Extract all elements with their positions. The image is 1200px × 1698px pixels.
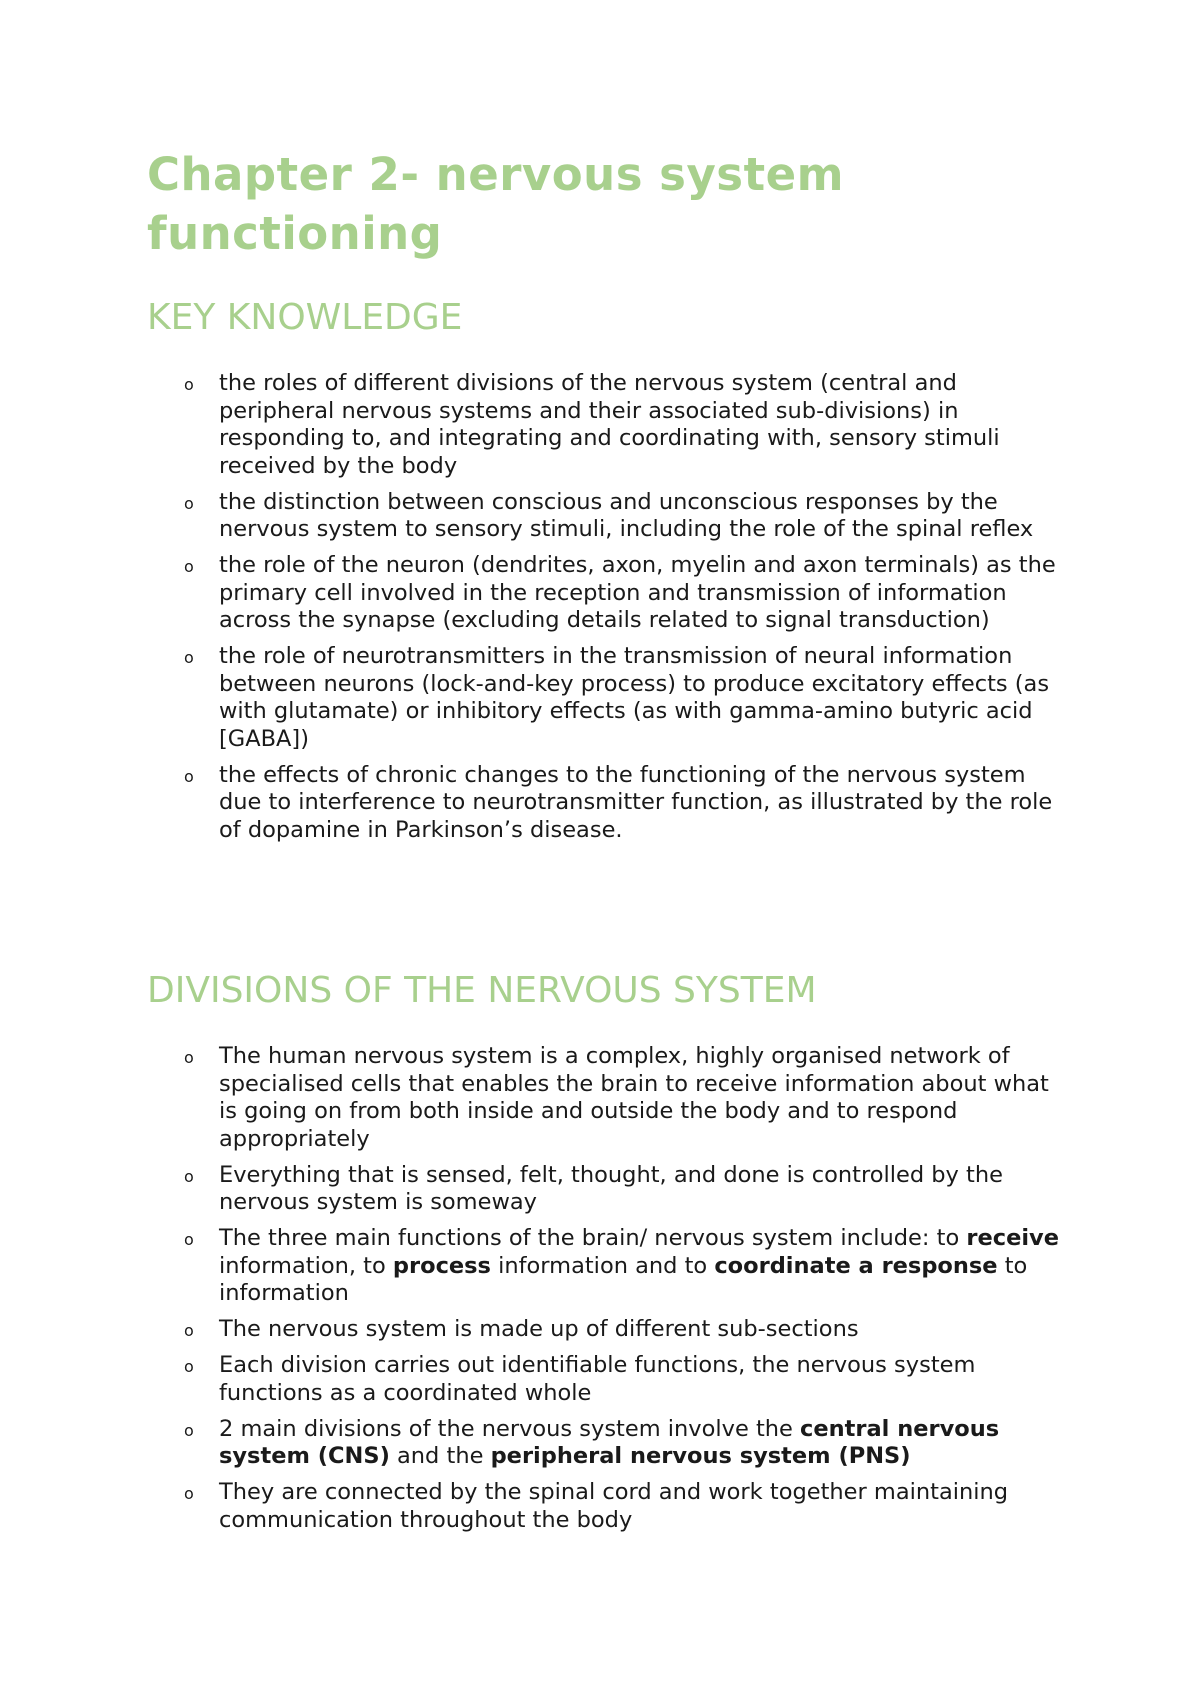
bullet-icon: o <box>184 557 194 576</box>
list-item <box>0 489 1100 544</box>
text-run: information, to <box>219 1252 393 1279</box>
key-knowledge-list <box>0 370 1100 853</box>
list-item <box>0 1162 1100 1217</box>
list-item <box>0 1479 1100 1534</box>
list-item <box>0 1316 1100 1344</box>
list-item <box>0 1043 1100 1153</box>
list-item <box>0 1225 1100 1308</box>
bullet-icon: o <box>184 1484 194 1503</box>
bullet-icon: o <box>184 493 194 513</box>
page-title: Chapter 2- nervous system functioning <box>147 148 844 260</box>
text-run: and the <box>389 1443 491 1469</box>
list-item <box>0 370 1100 480</box>
list-item <box>0 1352 1100 1407</box>
bullet-icon: o <box>184 1166 194 1186</box>
list-item-text: the role of neurotransmitters in the transmission of neural information between neurons (lock-and-key process) to produce excitatory effects (as with glutamate) or inhibitory effects (as with gamma-amino butyric acid [GABA]) <box>219 643 1050 752</box>
bullet-icon: o <box>184 1420 194 1440</box>
bullet-icon: o <box>184 766 194 786</box>
list-item-text <box>219 1352 975 1406</box>
key-knowledge-heading: KEY KNOWLEDGE <box>147 297 463 338</box>
bullet-icon: o <box>184 1230 194 1249</box>
list-item-text <box>219 1479 1008 1533</box>
divisions-heading: DIVISIONS OF THE NERVOUS SYSTEM <box>147 970 817 1011</box>
bullet-icon: o <box>184 1048 194 1067</box>
bullet-icon: o <box>184 1321 194 1340</box>
text-run: They are connected by the spinal cord and work together maintaining communication throughout the body <box>219 1479 1009 1533</box>
text-run: to information <box>219 1252 1028 1306</box>
list-item <box>0 552 1100 635</box>
bold-term: process <box>392 1252 491 1279</box>
list-item-text: the roles of different divisions of the nervous system (central and peripheral nervous systems and their associated sub-divisions) in responding to, and integrating and coordinating with, sensory stimuli received by the body <box>219 370 1000 479</box>
text-run: The three main functions of the brain/ nervous system include: to <box>219 1225 967 1251</box>
list-item <box>0 762 1100 845</box>
divisions-list <box>0 1043 1100 1543</box>
list-item-text <box>219 1416 999 1470</box>
list-item-text <box>219 1316 859 1342</box>
bold-term: central nervous system (CNS) <box>219 1415 1000 1469</box>
list-item-text: the distinction between conscious and unconscious responses by the nervous system to sensory stimuli, including the role of the spinal reflex <box>219 488 1034 542</box>
bullet-icon: o <box>184 375 194 394</box>
text-run: information and to <box>490 1252 715 1279</box>
text-run: The human nervous system is a complex, highly organised network of specialised cells that enables the brain to receive information about what is going on from both inside and outside the body and to respond appropriately <box>219 1043 1049 1152</box>
list-item-text <box>219 1162 1003 1216</box>
text-run: Each division carries out identifiable functions, the nervous system functions as a coordinated whole <box>219 1352 976 1406</box>
list-item <box>0 1416 1100 1471</box>
bullet-icon: o <box>184 648 194 667</box>
list-item <box>0 643 1100 753</box>
bold-term: peripheral nervous system (PNS) <box>490 1443 911 1469</box>
list-item-text: the role of the neuron (dendrites, axon, myelin and axon terminals) as the primary cell involved in the reception and transmission of information across the synapse (excluding details related to signal transduction) <box>219 552 1056 633</box>
text-run: 2 main divisions of the nervous system involve the <box>219 1415 801 1442</box>
text-run: Everything that is sensed, felt, thought, and done is controlled by the nervous system is someway <box>219 1161 1003 1215</box>
text-run: The nervous system is made up of different sub-sections <box>219 1316 859 1342</box>
bullet-icon: o <box>184 1357 194 1376</box>
list-item-text <box>219 1225 1059 1306</box>
list-item-text <box>219 1043 1049 1152</box>
bold-term: receive <box>966 1225 1059 1251</box>
list-item-text: the effects of chronic changes to the functioning of the nervous system due to interference to neurotransmitter function, as illustrated by the role of dopamine in Parkinson’s disease. <box>219 761 1053 843</box>
bold-term: coordinate a response <box>714 1252 998 1279</box>
